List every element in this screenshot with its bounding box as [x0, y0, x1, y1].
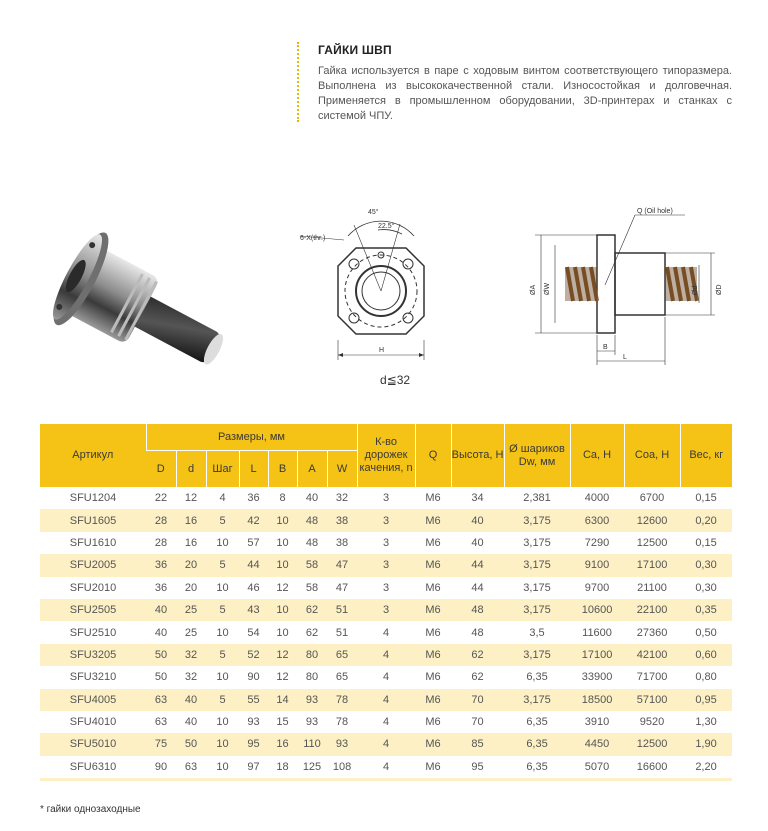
table-cell: 44	[451, 554, 504, 576]
header-a: A	[297, 451, 327, 488]
table-cell: 10	[216, 581, 229, 594]
header-coa: Coa, H	[624, 424, 680, 487]
table-cell: 4	[357, 733, 415, 755]
accent-bar	[297, 42, 301, 122]
table-cell: 10	[268, 554, 297, 576]
table-cell: 65	[327, 644, 357, 666]
table-cell: 1,30	[695, 716, 717, 729]
table-cell: 63	[146, 689, 176, 711]
table-cell: 16	[268, 733, 297, 755]
article-cell: SFU4005	[40, 689, 146, 711]
table-cell: 0,15	[695, 536, 717, 549]
header-height: Высота, H	[451, 424, 504, 487]
table-cell: 1,90	[680, 733, 732, 755]
table-row	[40, 733, 732, 755]
table-cell: 10	[216, 716, 229, 729]
table-cell: M6	[425, 626, 441, 639]
table-cell: 3	[382, 492, 390, 505]
table-cell: 40	[471, 536, 484, 549]
article-cell: SFU4010	[69, 716, 117, 729]
table-cell: 0,60	[680, 644, 732, 666]
table-row	[40, 487, 732, 509]
table-cell: 36	[247, 492, 260, 505]
table-cell: 93	[297, 689, 327, 711]
table-cell: 44	[239, 554, 268, 576]
table-cell: 40	[154, 626, 168, 639]
table-cell: 90	[247, 671, 260, 684]
oil-hole-label: Q (Oil hole)	[637, 208, 673, 215]
table-cell: 20	[184, 581, 198, 594]
table-cell: 90	[146, 756, 176, 780]
table-cell: 9100	[570, 554, 624, 576]
table-cell: 46	[247, 581, 260, 594]
footnote: * гайки однозаходные	[40, 804, 141, 815]
table-cell: 71700	[636, 671, 668, 684]
table-cell: 25	[176, 599, 206, 621]
table-cell: 3	[382, 581, 390, 594]
table-cell: 18	[268, 756, 297, 780]
table-cell: 12500	[624, 733, 680, 755]
table-body	[40, 487, 732, 780]
article-cell: SFU6310	[40, 756, 146, 780]
header-weight: Вес, кг	[680, 424, 732, 487]
diameter-w-label: ØW	[544, 282, 551, 295]
table-cell: 3,175	[504, 554, 570, 576]
table-cell: 20	[176, 554, 206, 576]
table-cell: 48	[297, 509, 327, 531]
table-cell: 70	[451, 689, 504, 711]
table-cell: 22	[154, 492, 168, 505]
table-cell: 62	[451, 644, 504, 666]
table-row	[40, 577, 732, 599]
table-row	[40, 689, 732, 711]
table-cell: 3	[357, 599, 415, 621]
table-cell: 14	[268, 689, 297, 711]
table-cell: 51	[327, 599, 357, 621]
table-cell: 6300	[570, 509, 624, 531]
table-cell: 62	[471, 671, 484, 684]
table-cell: 10	[276, 626, 289, 639]
table-cell: 95	[239, 733, 268, 755]
table-cell: 7290	[584, 536, 610, 549]
article-cell: SFU3205	[40, 644, 146, 666]
header-sizes: Размеры, мм	[146, 424, 357, 451]
ball-nut-photo	[34, 222, 234, 392]
l-dimension-label: L	[623, 354, 627, 361]
table-cell: 48	[451, 599, 504, 621]
table-cell: 11600	[582, 626, 612, 639]
table-cell: 3	[382, 536, 390, 549]
table-cell: 4000	[584, 492, 610, 505]
table-cell: 93	[247, 716, 260, 729]
table-cell: 43	[239, 599, 268, 621]
table-cell: 21100	[637, 581, 667, 594]
table-cell: 0,15	[695, 492, 717, 505]
diameter-limit-label: d≦32	[380, 373, 411, 387]
table-cell: 57100	[624, 689, 680, 711]
header-w: W	[327, 451, 357, 488]
table-cell: 80	[305, 671, 319, 684]
table-cell: 10	[216, 626, 229, 639]
table-cell: M6	[415, 733, 451, 755]
table-cell: 4	[357, 644, 415, 666]
table-cell: 5	[206, 509, 239, 531]
table-cell: 78	[335, 716, 349, 729]
b-dimension-label: B	[603, 344, 608, 351]
table-cell: 0,20	[680, 509, 732, 531]
table-cell: 10	[216, 671, 229, 684]
table-cell: 5070	[570, 756, 624, 780]
table-cell: 93	[305, 716, 319, 729]
table-cell: 10600	[570, 599, 624, 621]
table-cell: 50	[154, 671, 168, 684]
table-cell: 27360	[636, 626, 668, 639]
table-cell: 0,35	[680, 599, 732, 621]
angle-22-label: 22.5°	[378, 223, 395, 230]
table-cell: 62	[297, 599, 327, 621]
table-row	[40, 756, 732, 780]
table-cell: 32	[176, 644, 206, 666]
header-l: L	[239, 451, 268, 488]
table-cell: 10	[268, 599, 297, 621]
table-cell: 38	[335, 536, 349, 549]
table-cell: 52	[239, 644, 268, 666]
table-cell: M6	[425, 536, 441, 549]
table-cell: 4	[357, 756, 415, 780]
table-cell: M6	[425, 581, 441, 594]
table-cell: 28	[154, 536, 168, 549]
table-cell: 47	[335, 581, 349, 594]
table-cell: 22100	[624, 599, 680, 621]
table-cell: M6	[415, 689, 451, 711]
table-cell: 42100	[624, 644, 680, 666]
table-cell: 9520	[639, 716, 665, 729]
table-cell: 36	[146, 554, 176, 576]
table-cell: 40	[451, 509, 504, 531]
table-cell: 51	[335, 626, 349, 639]
table-cell: 110	[297, 733, 327, 755]
table-cell: 3,175	[504, 689, 570, 711]
table-cell: M6	[425, 492, 441, 505]
header-d-small: d	[176, 451, 206, 488]
table-row	[40, 621, 732, 643]
table-cell: 108	[327, 756, 357, 780]
table-cell: 125	[297, 756, 327, 780]
table-cell: 70	[471, 716, 484, 729]
table-cell: 40	[305, 492, 319, 505]
table-cell: 3,5	[529, 626, 545, 639]
table-cell: 12	[268, 644, 297, 666]
header-article: Артикул	[40, 424, 146, 487]
table-cell: 40	[184, 716, 198, 729]
article-cell: SFU1605	[40, 509, 146, 531]
table-cell: 3,175	[504, 644, 570, 666]
side-view-drawing	[515, 205, 740, 375]
diameter-d-small-label: Ød	[692, 285, 699, 295]
article-cell: SFU3210	[69, 671, 117, 684]
table-cell: 2,20	[680, 756, 732, 780]
table-cell: 5	[206, 554, 239, 576]
table-cell: 4	[357, 689, 415, 711]
table-cell: 58	[305, 581, 319, 594]
table-row	[40, 666, 732, 688]
header-b: B	[268, 451, 297, 488]
table-row	[40, 711, 732, 733]
table-cell: 36	[154, 581, 168, 594]
table-cell: 12500	[636, 536, 668, 549]
table-cell: 63	[176, 756, 206, 780]
table-cell: 0,95	[680, 689, 732, 711]
table-cell: 48	[471, 626, 484, 639]
header-ca: Ca, H	[570, 424, 624, 487]
table-cell: 6,35	[504, 733, 570, 755]
header-pitch: Шаг	[206, 451, 239, 488]
table-cell: 50	[146, 644, 176, 666]
angle-45-label: 45°	[368, 209, 379, 216]
table-cell: 16	[184, 536, 198, 549]
table-cell: 12	[276, 671, 289, 684]
table-cell: 65	[335, 671, 349, 684]
table-cell: 55	[239, 689, 268, 711]
table-cell: 6,35	[526, 716, 548, 729]
table-cell: 0,80	[695, 671, 717, 684]
table-cell: M6	[425, 671, 441, 684]
table-cell: 58	[297, 554, 327, 576]
table-cell: 38	[327, 509, 357, 531]
table-cell: 3,175	[504, 599, 570, 621]
table-cell: 40	[176, 689, 206, 711]
table-cell: 0,50	[695, 626, 717, 639]
thread-label: 6-X(thr.)	[300, 235, 326, 242]
table-cell: 33900	[581, 671, 613, 684]
table-cell: 80	[297, 644, 327, 666]
table-cell: 8	[279, 492, 286, 505]
table-cell: 9700	[584, 581, 610, 594]
table-cell: 28	[146, 509, 176, 531]
table-cell: 10	[216, 536, 229, 549]
table-cell: 3	[357, 554, 415, 576]
table-cell: 12600	[624, 509, 680, 531]
table-row	[40, 509, 732, 531]
table-cell: 95	[451, 756, 504, 780]
table-cell: 85	[451, 733, 504, 755]
article-cell: SFU1610	[69, 536, 117, 549]
table-cell: 25	[184, 626, 198, 639]
specifications-table	[40, 424, 732, 781]
table-cell: 4	[382, 626, 390, 639]
table-cell: 40	[146, 599, 176, 621]
description-text: Гайка используется в паре с ходовым винтом соответствующего типоразмера. Выполнена из высококачественной стали. Износостойкая и долговечная. Применяется в промышленном оборудовании, 3D-принтерах и станках с системой ЧПУ.	[318, 65, 732, 122]
table-cell: 62	[305, 626, 319, 639]
table-cell: 6700	[639, 492, 665, 505]
table-cell: 6,35	[526, 671, 548, 684]
table-cell: 17100	[624, 554, 680, 576]
table-cell: M6	[415, 554, 451, 576]
diameter-a-label: ØA	[530, 284, 537, 295]
table-cell: 54	[247, 626, 260, 639]
table-cell: 0,30	[680, 554, 732, 576]
table-cell: 3,175	[504, 509, 570, 531]
table-cell: 4450	[570, 733, 624, 755]
diameter-d-big-label: ØD	[716, 284, 723, 295]
table-row	[40, 532, 732, 554]
table-cell: 16	[176, 509, 206, 531]
table-cell: 10	[276, 536, 289, 549]
table-cell: M6	[425, 716, 441, 729]
table-cell: 42	[239, 509, 268, 531]
page-title: ГАЙКИ ШВП	[318, 43, 392, 57]
table-cell: M6	[415, 756, 451, 780]
table-cell: 2,381	[523, 492, 551, 505]
table-cell: 93	[327, 733, 357, 755]
article-cell: SFU2005	[40, 554, 146, 576]
table-cell: 4	[382, 716, 390, 729]
table-cell: 32	[184, 671, 198, 684]
table-cell: M6	[415, 644, 451, 666]
table-cell: 4	[382, 671, 390, 684]
table-cell: 10	[268, 509, 297, 531]
table-cell: 47	[327, 554, 357, 576]
h-dimension-label: H	[379, 347, 385, 354]
header-q: Q	[415, 424, 451, 487]
table-cell: 57	[247, 536, 260, 549]
table-row	[40, 644, 732, 666]
table-cell: 34	[471, 492, 484, 505]
table-cell: 10	[206, 756, 239, 780]
table-cell: 17100	[570, 644, 624, 666]
table-cell: 6,35	[504, 756, 570, 780]
table-cell: 50	[176, 733, 206, 755]
article-cell: SFU1204	[69, 492, 117, 505]
table-cell: 3	[357, 509, 415, 531]
header-tracks: К-во дорожек качения, n	[357, 424, 415, 487]
table-cell: 32	[335, 492, 349, 505]
table-cell: M6	[415, 509, 451, 531]
table-cell: 5	[206, 689, 239, 711]
front-view-drawing	[290, 200, 480, 395]
table-cell: 10	[206, 733, 239, 755]
table-cell: 16600	[624, 756, 680, 780]
table-cell: 4	[219, 492, 226, 505]
table-cell: 12	[276, 581, 289, 594]
table-cell: M6	[415, 599, 451, 621]
table-cell: 97	[239, 756, 268, 780]
table-cell: 78	[327, 689, 357, 711]
article-cell: SFU2510	[69, 626, 117, 639]
table-row	[40, 599, 732, 621]
table-cell: 5	[206, 599, 239, 621]
table-cell: 75	[146, 733, 176, 755]
table-cell: 0,30	[695, 581, 717, 594]
table-cell: 44	[471, 581, 484, 594]
header-d-big: D	[146, 451, 176, 488]
table-cell: 3910	[584, 716, 610, 729]
table-cell: 5	[206, 644, 239, 666]
article-cell: SFU5010	[40, 733, 146, 755]
article-cell: SFU2010	[69, 581, 117, 594]
table-cell: 12	[184, 492, 198, 505]
article-cell: SFU2505	[40, 599, 146, 621]
table-cell: 48	[305, 536, 319, 549]
table-cell: 3,175	[523, 536, 551, 549]
table-row	[40, 554, 732, 576]
table-cell: 3,175	[523, 581, 551, 594]
table-cell: 15	[276, 716, 289, 729]
table-cell: 63	[154, 716, 168, 729]
header-ball: Ø шариков Dw, мм	[504, 424, 570, 487]
table-cell: 18500	[570, 689, 624, 711]
